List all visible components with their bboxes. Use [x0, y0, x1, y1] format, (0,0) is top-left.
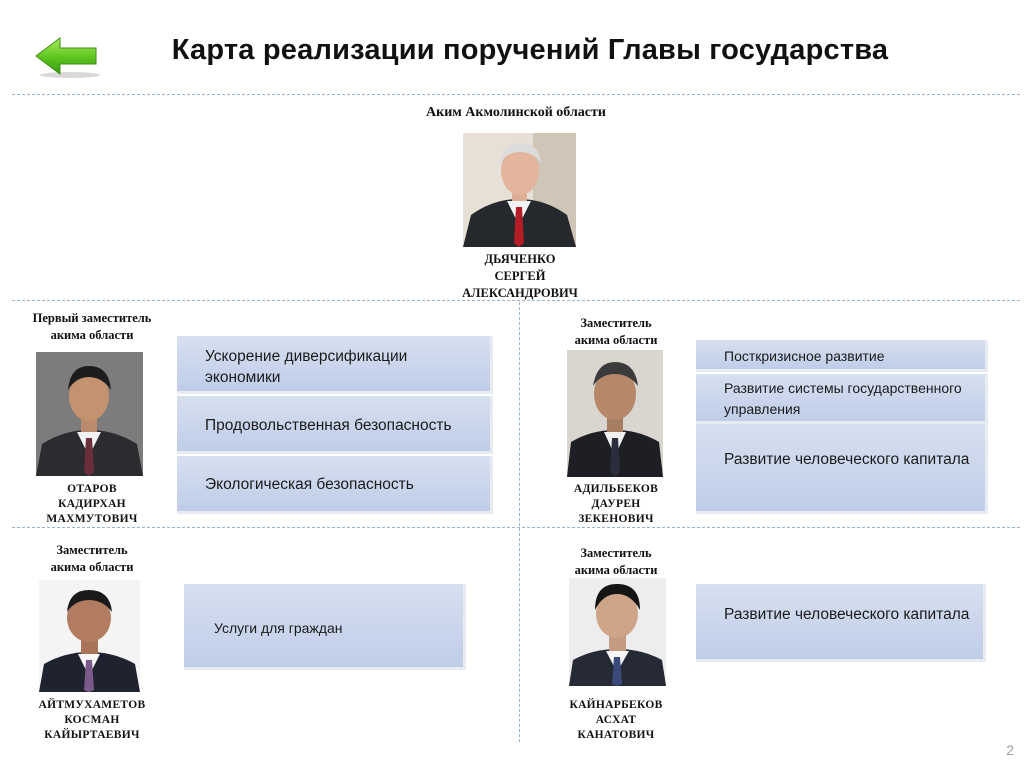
deputy-role: Заместитель акима области: [574, 316, 658, 347]
task-label: Продовольственная безопасность: [205, 417, 452, 434]
vertical-divider: [519, 302, 520, 742]
task-label: Развитие человеческого капитала: [724, 606, 970, 623]
task-card[interactable]: [696, 424, 988, 514]
deputy-name: АЙТМУХАМЕТОВ КОСМАН КАЙЫРТАЕВИЧ: [38, 699, 146, 741]
akim-role: Аким Акмолинской области: [426, 105, 606, 120]
task-label: Посткризисное развитие: [724, 348, 885, 364]
task-label: Услуги для граждан: [214, 620, 343, 636]
deputy-name: АДИЛЬБЕКОВ ДАУРЕН ЗЕКЕНОВИЧ: [573, 483, 659, 525]
task-label: Развитие системы государственного управления: [724, 380, 962, 417]
task-card[interactable]: [696, 374, 988, 424]
akim-photo: [463, 133, 576, 247]
task-card[interactable]: [184, 584, 466, 670]
first-deputy-photo: [36, 352, 143, 476]
akim-name: ДЬЯЧЕНКО СЕРГЕЙ АЛЕКСАНДРОВИЧ: [462, 252, 578, 300]
deputy-photo: [567, 350, 663, 477]
task-label: Развитие человеческого капитала: [724, 451, 970, 468]
task-card[interactable]: [177, 336, 493, 394]
deputy-photo: [569, 578, 666, 686]
task-card[interactable]: [177, 396, 493, 454]
deputy-role: Заместитель акима области: [574, 546, 658, 577]
header-divider: [12, 94, 1020, 95]
first-deputy-role: Первый заместитель акима области: [32, 311, 152, 342]
deputy-photo: [39, 580, 140, 692]
page-title: Карта реализации поручений Главы государства: [171, 34, 889, 66]
page-number: 2: [1006, 742, 1014, 758]
task-card[interactable]: [696, 584, 986, 662]
task-card[interactable]: [696, 340, 988, 372]
first-deputy-name: ОТАРОВ КАДИРХАН МАХМУТОВИЧ: [46, 483, 138, 525]
task-card[interactable]: [177, 456, 493, 514]
task-label: Экологическая безопасность: [205, 476, 414, 493]
task-label: Ускорение диверсификации экономики: [205, 348, 408, 386]
middle-divider: [12, 527, 1020, 528]
deputy-role: Заместитель акима области: [50, 543, 134, 574]
deputy-name: КАЙНАРБЕКОВ АСХАТ КАНАТОВИЧ: [569, 699, 663, 741]
